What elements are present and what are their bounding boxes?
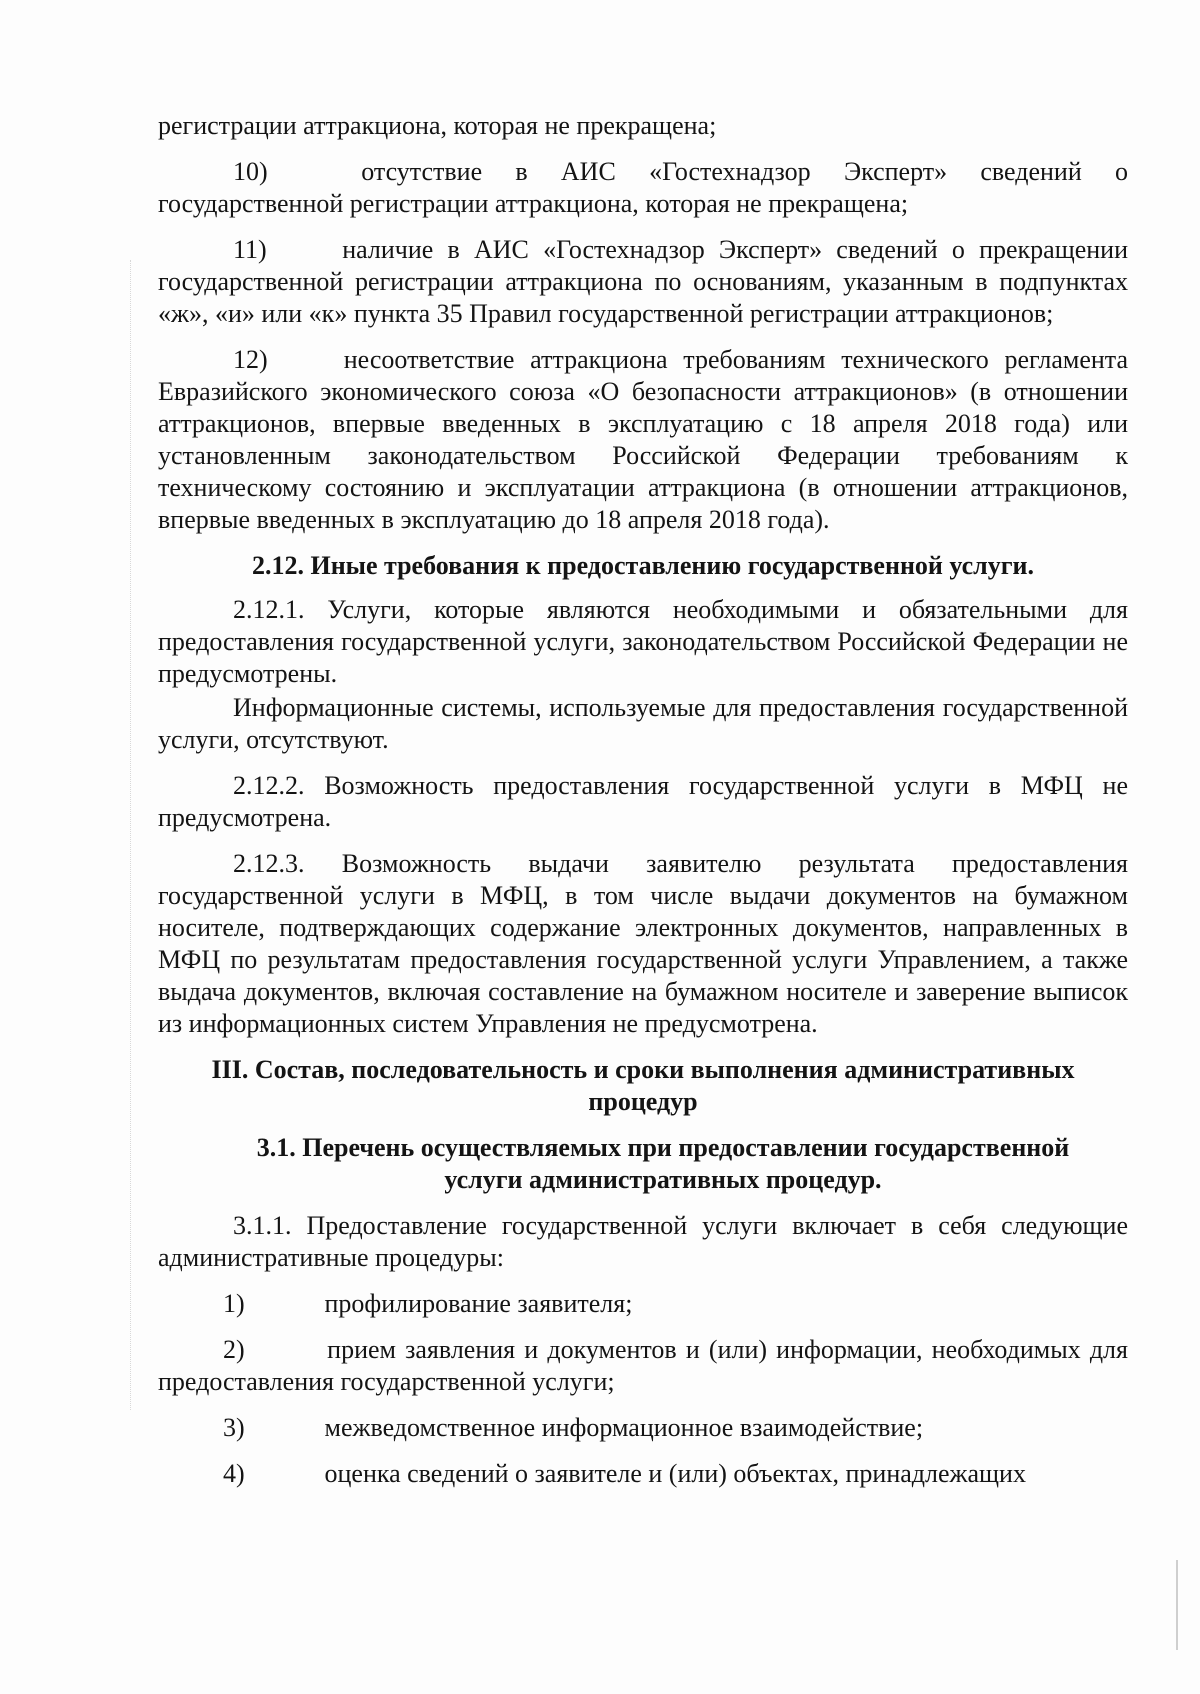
list-item-text: отсутствие в АИС «Гостехнадзор Эксперт» сведений о государственной регистрации аттракциона, которая не прекращена; [158,157,1128,218]
list-item-number: 10) [233,157,268,186]
list-item-text: межведомственное информационное взаимодействие; [324,1413,924,1442]
list-item-10 [158,156,1128,220]
list-item-11 [158,234,1128,330]
section-heading-2-12: 2.12. Иные требования к предоставлению государственной услуги. [251,551,1035,580]
list-item-number: 3) [223,1413,245,1442]
procedure-item-2 [158,1334,1128,1398]
paragraph-2-12-2: 2.12.2. Возможность предоставления государственной услуги в МФЦ не предусмотрена. [158,771,1128,832]
list-item-number: 2) [223,1335,245,1364]
paragraph-2-12-3: 2.12.3. Возможность выдачи заявителю результата предоставления государственной услуги в МФЦ, в том числе выдачи документов на бумажном носителе, подтверждающих содержание электронных документов, направленных в МФЦ по результатам предоставления государственной услуги Управлением, а также выдача документов, включая составление на бумажном носителе и заверение выписок из информационных систем Управления не предусмотрена. [158,849,1128,1038]
list-item-text: наличие в АИС «Гостехнадзор Эксперт» сведений о прекращении государственной регистрации аттракциона по основаниям, указанным в подпунктах «ж», «и» или «к» пункта 35 Правил государственной регистрации аттракционов; [158,235,1129,328]
section-heading-line-1: 3.1. Перечень осуществляемых при предоставлении государственной [256,1133,1070,1162]
list-item-number: 1) [223,1289,245,1318]
paragraph-3-1-1: 3.1.1. Предоставление государственной услуги включает в себя следующие административные процедуры: [158,1211,1128,1272]
paragraph-registration-end: регистрации аттракциона, которая не прекращена; [158,111,717,140]
list-item-text: оценка сведений о заявителе и (или) объектах, принадлежащих [324,1459,1026,1488]
document-body [158,110,1128,1504]
paragraph-2-12-1: 2.12.1. Услуги, которые являются необходимыми и обязательными для предоставления государственной услуги, законодательством Российской Федерации не предусмотрены. [158,595,1128,688]
procedure-item-3 [158,1412,1128,1444]
procedure-item-1 [158,1288,1128,1320]
list-item-number: 12) [233,345,268,374]
chapter-heading-line-1: III. Состав, последовательность и сроки выполнения административных [211,1055,1075,1084]
scan-margin-artifact [130,260,132,1410]
chapter-heading-III [158,1054,1128,1118]
section-heading-line-2: услуги административных процедур. [444,1165,882,1194]
list-item-text: несоответствие аттракциона требованиям технического регламента Евразийского экономического союза «О безопасности аттракционов» (в отношении аттракционов, впервые введенных в эксплуатацию с 18 апреля 2018 года) или установленным законодательством Российской Федерации требованиям к техническому состоянию и эксплуатации аттракциона (в отношении аттракционов, впервые введенных в эксплуатацию до 18 апреля 2018 года). [158,345,1128,534]
paragraph-information-systems: Информационные системы, используемые для предоставления государственной услуги, отсутствуют. [158,693,1128,754]
list-item-number: 4) [223,1459,245,1488]
procedure-item-4 [158,1458,1128,1490]
list-item-12 [158,344,1128,536]
scan-edge-artifact [1176,1560,1178,1650]
chapter-heading-line-2: процедур [588,1087,698,1116]
list-item-text: прием заявления и документов и (или) информации, необходимых для предоставления государственной услуги; [158,1335,1128,1396]
list-item-text: профилирование заявителя; [324,1289,633,1318]
list-item-number: 11) [233,235,267,264]
section-heading-3-1 [198,1132,1128,1196]
